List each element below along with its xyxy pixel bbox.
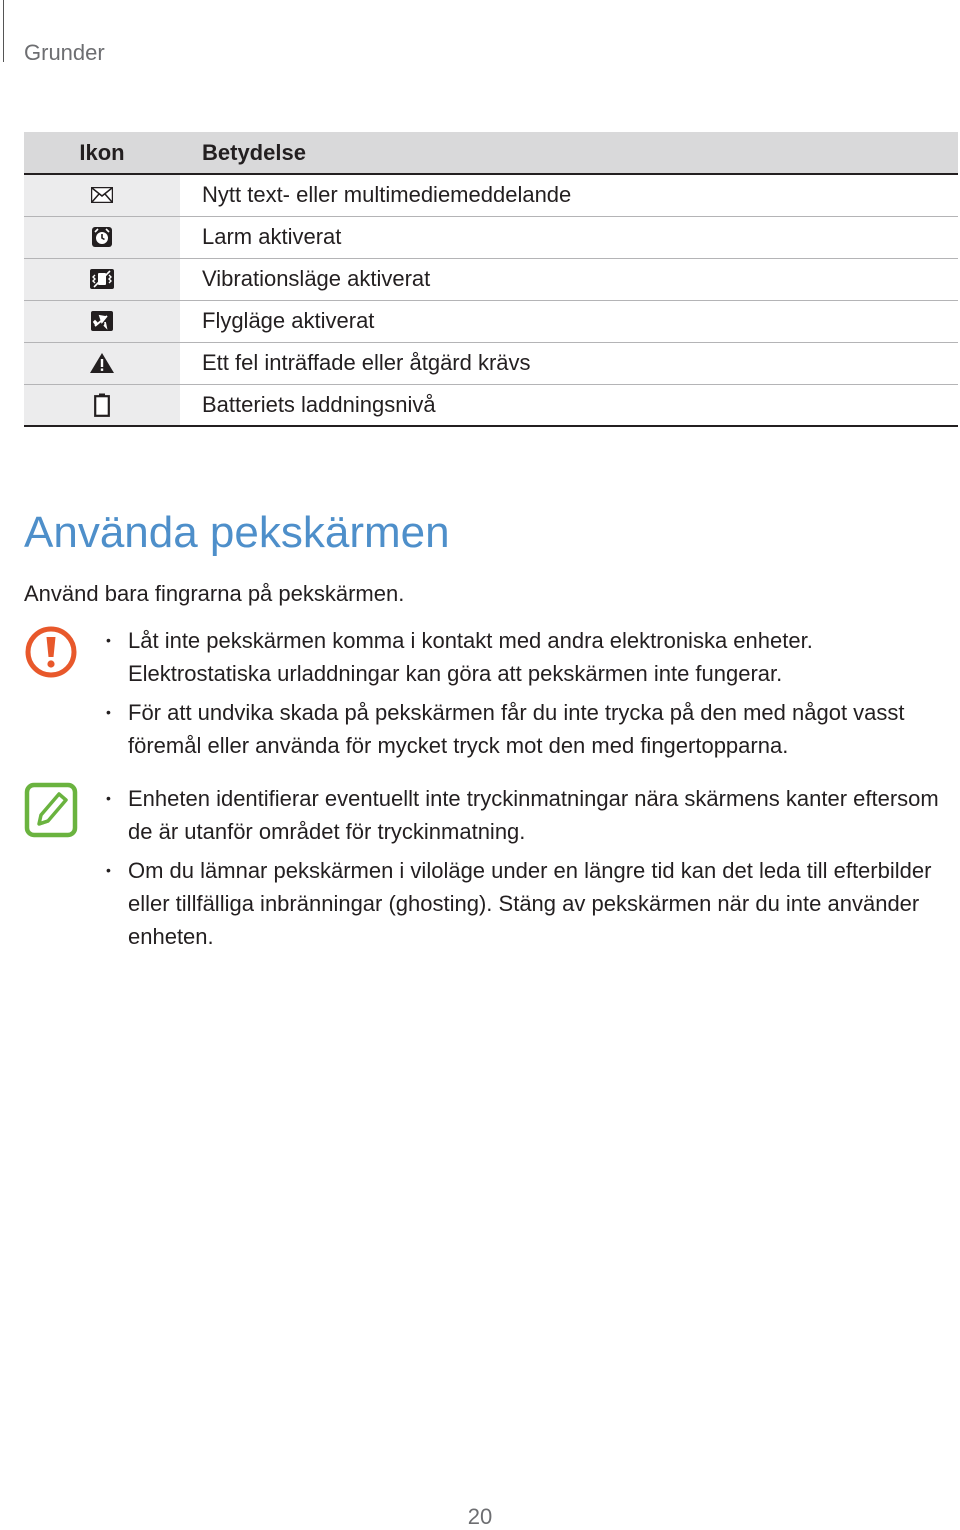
section-label: Grunder (24, 40, 105, 65)
vibration-mode-icon (89, 268, 115, 290)
icon-cell (24, 384, 180, 426)
caution-item-text: För att undvika skada på pekskärmen får du inte trycka på den med något vasst föremål eller använda för mycket tryck mot den med fingertopparna. (128, 700, 905, 758)
meaning-cell: Larm aktiverat (202, 224, 342, 249)
page-number: 20 (467, 1504, 493, 1529)
page-edge-line (3, 0, 4, 62)
note-pencil-icon (24, 782, 78, 838)
meaning-cell: Flygläge aktiverat (202, 308, 375, 333)
table-row (24, 258, 958, 300)
caution-list (106, 624, 956, 768)
table-row (24, 174, 958, 216)
meaning-cell: Nytt text- eller multimediemeddelande (202, 182, 572, 208)
caution-box (24, 624, 958, 764)
caution-icon (24, 624, 78, 680)
envelope-icon (91, 187, 113, 203)
note-item-text: Om du lämnar pekskärmen i viloläge under en längre tid kan det leda till efterbilder eller tillfälliga inbränningar (ghosting). Stäng av pekskärmen när du inte använder enheten. (128, 858, 932, 949)
icon-cell (24, 174, 180, 216)
icon-cell (24, 258, 180, 300)
intro-text: Använd bara fingrarna på pekskärmen. (24, 581, 405, 606)
list-item: • För att undvika skada på pekskärmen får du inte trycka på den med något vasst föremål eller använda för mycket tryck mot den med fingertopparna. (106, 700, 905, 758)
table-row (24, 342, 958, 384)
alarm-clock-icon (91, 226, 113, 248)
list-item: • Enheten identifierar eventuellt inte tryckinmatningar nära skärmens kanter eftersom de är utanför området för tryckinmatning. (106, 786, 939, 844)
note-item-text: Enheten identifierar eventuellt inte tryckinmatningar nära skärmens kanter eftersom de är utanför området för tryckinmatning. (128, 786, 939, 844)
airplane-icon (90, 310, 114, 332)
icon-cell (24, 300, 180, 342)
list-item: • Om du lämnar pekskärmen i viloläge under en längre tid kan det leda till efterbilder eller tillfälliga inbränningar (ghosting). Stäng av pekskärmen när du inte använder enheten. (106, 858, 932, 949)
meaning-cell: Vibrationsläge aktiverat (202, 266, 431, 291)
meaning-cell: Ett fel inträffade eller åtgärd krävs (202, 350, 531, 375)
table-row (24, 384, 958, 426)
icon-cell (24, 216, 180, 258)
battery-icon (94, 393, 110, 417)
page-title: Använda pekskärmen (24, 508, 450, 557)
caution-item-text: Låt inte pekskärmen komma i kontakt med andra elektroniska enheter. Elektrostatiska urladdningar kan göra att pekskärmen inte fungerar. (128, 628, 813, 686)
table-row (24, 300, 958, 342)
meaning-cell: Batteriets laddningsnivå (202, 391, 436, 417)
list-item: • Låt inte pekskärmen komma i kontakt med andra elektroniska enheter. Elektrostatiska urladdningar kan göra att pekskärmen inte fungerar. (106, 628, 813, 686)
column-header-meaning: Betydelse (180, 132, 958, 174)
warning-icon (89, 352, 115, 374)
note-list (106, 782, 956, 959)
column-header-icon: Ikon (24, 132, 180, 174)
table-header-row (24, 132, 958, 174)
table-row (24, 216, 958, 258)
note-box (24, 782, 958, 952)
icon-meaning-table (24, 132, 958, 427)
icon-cell (24, 342, 180, 384)
